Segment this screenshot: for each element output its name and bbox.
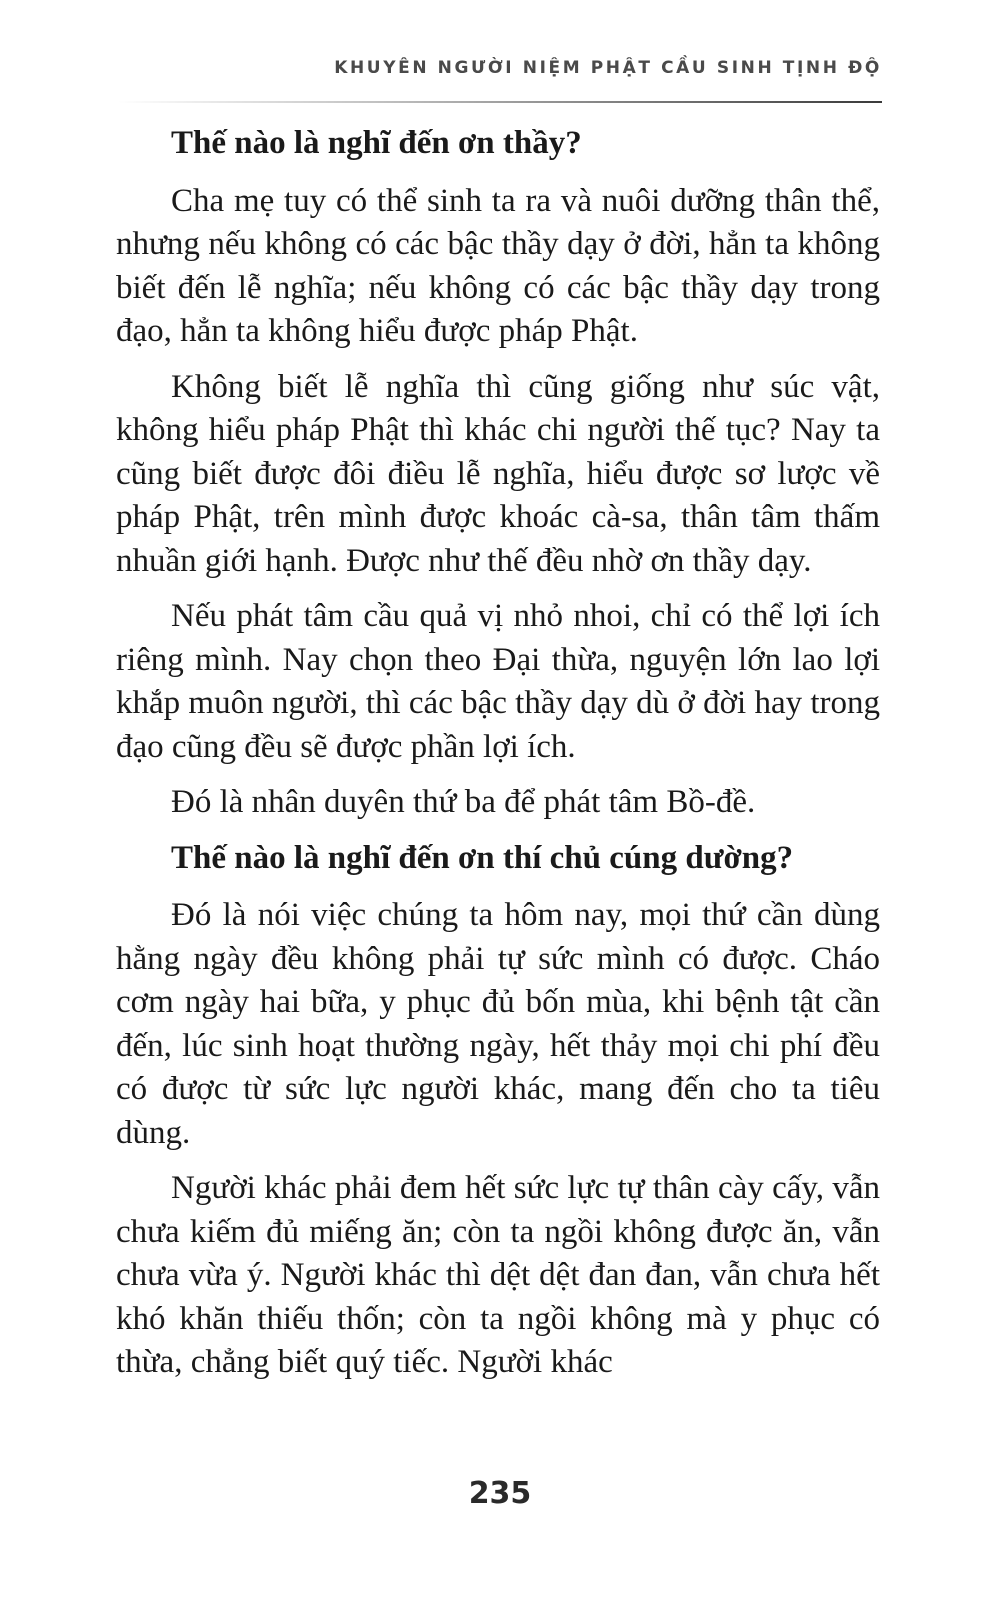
paragraph: Người khác phải đem hết sức lực tự thân cày cấy, vẫn chưa kiếm đủ miếng ăn; còn ta ngồi không được ăn, vẫn chưa vừa ý. Người khác thì dệt dệt đan đan, vẫn chưa hết khó khăn thiếu thốn; còn ta ngồi không mà y phục có thừa, chẳng biết quý tiếc. Người khác [116,1170,880,1380]
paragraph: Đó là nhân duyên thứ ba để phát tâm Bồ-đề. [171,784,756,820]
page-body [116,122,880,1397]
paragraph: Đó là nói việc chúng ta hôm nay, mọi thứ cần dùng hằng ngày đều không phải tự sức mình có được. Cháo cơm ngày hai bữa, y phục đủ bốn mùa, khi bệnh tật cần đến, lúc sinh hoạt thường ngày, hết thảy mọi chi phí đều có được từ sức lực người khác, mang đến cho ta tiêu dùng. [116,897,880,1151]
running-header: KHUYÊN NGƯỜI NIỆM PHẬT CẦU SINH TỊNH ĐỘ [334,58,882,78]
section-heading: Thế nào là nghĩ đến ơn thầy? [171,125,582,161]
section-heading: Thế nào là nghĩ đến ơn thí chủ cúng dường? [171,839,794,876]
header-divider [118,101,882,103]
paragraph: Nếu phát tâm cầu quả vị nhỏ nhoi, chỉ có thể lợi ích riêng mình. Nay chọn theo Đại thừa, nguyện lớn lao lợi khắp muôn người, thì các bậc thầy dạy dù ở đời hay trong đạo cũng đều sẽ được phần lợi ích. [116,598,880,765]
paragraph: Không biết lễ nghĩa thì cũng giống như súc vật, không hiểu pháp Phật thì khác chi người thế tục? Nay ta cũng biết được đôi điều lễ nghĩa, hiểu được sơ lược về pháp Phật, trên mình được khoác cà-sa, thân tâm thấm nhuần giới hạnh. Được như thế đều nhờ ơn thầy dạy. [116,368,880,579]
page-number: 235 [468,1476,532,1511]
paragraph: Cha mẹ tuy có thể sinh ta ra và nuôi dưỡng thân thể, nhưng nếu không có các bậc thầy dạy ở đời, hẳn ta không biết đến lễ nghĩa; nếu không có các bậc thầy dạy trong đạo, hẳn ta không hiểu được pháp Phật. [116,182,880,349]
